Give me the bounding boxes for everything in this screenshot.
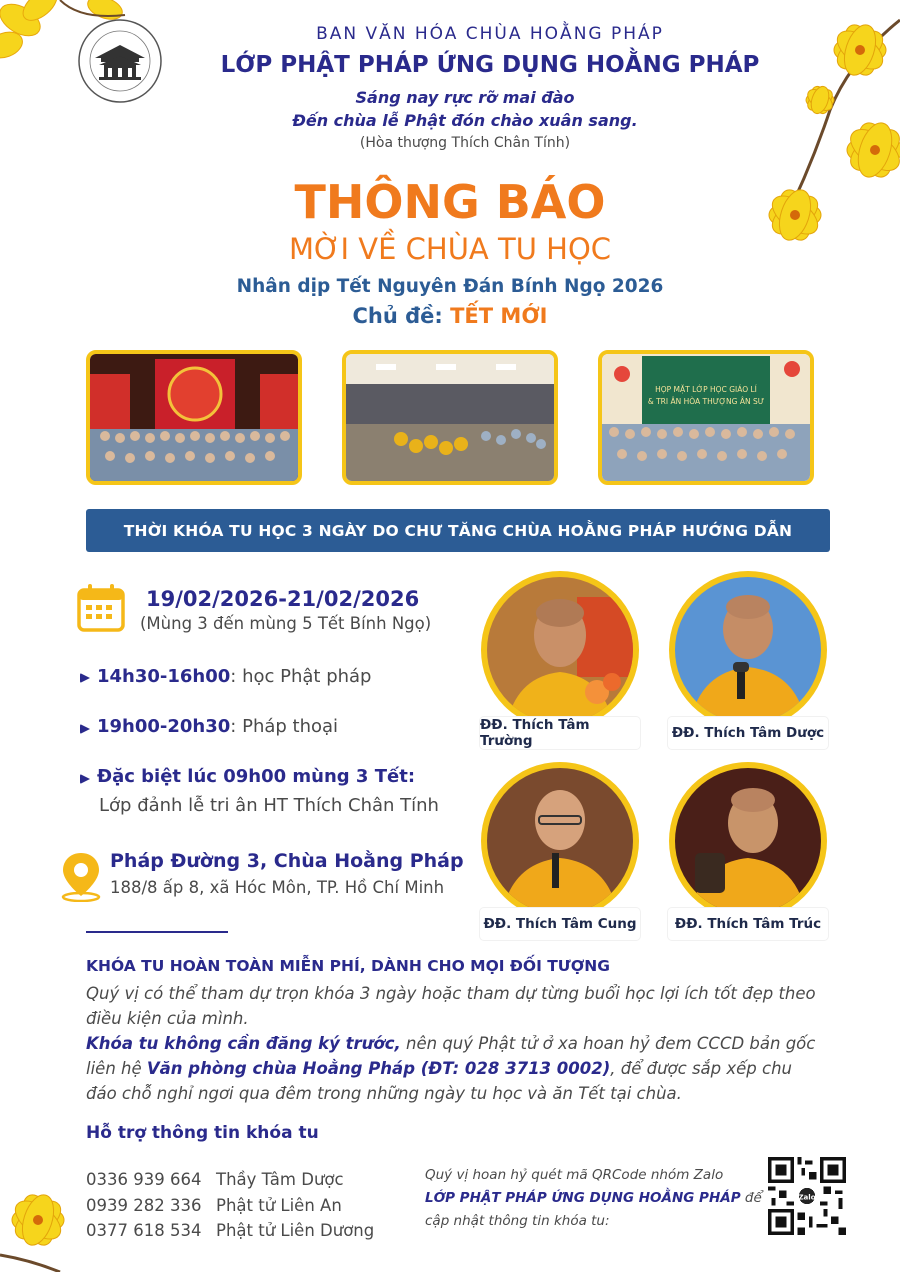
theme-label: Chủ đề: — [352, 304, 443, 328]
location-name: Pháp Đường 3, Chùa Hoằng Pháp — [110, 850, 464, 872]
date-range: 19/02/2026-21/02/2026 — [146, 587, 420, 611]
info-paragraph-2-text-a: nên quý Phật tử ở xa hoan hỷ đem CCCD bản gốc liên hệ — [86, 1034, 816, 1078]
teacher-name-4: ĐĐ. Thích Tâm Trúc — [668, 908, 828, 940]
org-name: BAN VĂN HÓA CHÙA HOẰNG PHÁP — [316, 24, 664, 44]
photo-meditation-hall — [342, 350, 558, 485]
teacher-portrait-1 — [481, 571, 639, 729]
notice-title: THÔNG BÁO — [294, 175, 606, 229]
location-pin-icon — [58, 850, 104, 902]
teacher-name-3: ĐĐ. Thích Tâm Cung — [480, 908, 640, 940]
teacher-portrait-2 — [669, 571, 827, 729]
notice-subtitle: MỜI VỀ CHÙA TU HỌC — [288, 232, 612, 266]
schedule-item-1-time: 14h30-16h00 — [97, 666, 231, 687]
bullet-icon — [80, 774, 90, 784]
contact-row — [86, 1167, 374, 1193]
zalo-qr-code[interactable] — [768, 1157, 846, 1235]
poem-line-2: Đến chùa lễ Phật đón chào xuân sang. — [292, 111, 638, 130]
teacher-portrait-4 — [669, 762, 827, 920]
teacher-portrait-3 — [481, 762, 639, 920]
office-contact: Văn phòng chùa Hoằng Pháp (ĐT: 028 3713 0002) — [146, 1059, 611, 1078]
contact-row — [86, 1193, 374, 1219]
occasion: Nhân dịp Tết Nguyên Đán Bính Ngọ 2026 — [236, 276, 664, 297]
support-heading: Hỗ trợ thông tin khóa tu — [86, 1123, 319, 1143]
teacher-name-1: ĐĐ. Thích Tâm Trường — [480, 717, 640, 749]
divider — [86, 931, 228, 933]
contact-name: Phật tử Liên Dương — [216, 1221, 375, 1240]
photo-class-gathering — [598, 350, 814, 485]
schedule-item-1 — [97, 666, 371, 687]
contact-phone[interactable]: 0377 618 534 — [86, 1221, 202, 1240]
teacher-name-2: ĐĐ. Thích Tâm Dược — [668, 717, 828, 749]
schedule-item-2-time: 19h00-20h30 — [97, 716, 231, 737]
contact-name: Thầy Tâm Dược — [216, 1170, 344, 1189]
schedule-item-1-desc: : học Phật pháp — [230, 666, 372, 687]
contact-list — [86, 1167, 374, 1244]
qr-text-line-2-tail: để — [740, 1190, 762, 1206]
qr-text-line-2 — [425, 1187, 765, 1210]
theme — [0, 304, 900, 328]
apricot-blossom-bottom-left — [0, 1175, 85, 1272]
date-note: (Mùng 3 đến mùng 5 Tết Bính Ngọ) — [140, 614, 432, 633]
theme-value: TẾT MỚI — [450, 304, 548, 328]
info-paragraph-2 — [86, 1031, 826, 1106]
info-paragraph-2-text-b: , để được sắp xếp chu đáo chỗ nghỉ ngơi qua đêm trong những ngày tu học và ăn Tết tại chùa. — [86, 1059, 792, 1103]
schedule-item-2 — [97, 716, 338, 737]
schedule-item-3-time-text: Đặc biệt lúc 09h00 mùng 3 Tết: — [97, 766, 416, 787]
poem-line-1: Sáng nay rực rỡ mai đào — [355, 88, 575, 107]
schedule-item-3-desc: Lớp đảnh lễ tri ân HT Thích Chân Tính — [99, 795, 439, 816]
calendar-icon — [76, 582, 126, 634]
class-title: LỚP PHẬT PHÁP ỨNG DỤNG HOẰNG PHÁP — [220, 52, 760, 78]
qr-text-line-1: Quý vị hoan hỷ quét mã QRCode nhóm Zalo — [425, 1167, 724, 1183]
info-paragraph-2-bold: Khóa tu không cần đăng ký trước, — [86, 1034, 401, 1053]
contact-row — [86, 1218, 374, 1244]
schedule-item-2-desc: : Pháp thoại — [230, 716, 339, 737]
qr-instructions — [425, 1164, 765, 1233]
zalo-group-name: LỚP PHẬT PHÁP ỨNG DỤNG HOẰNG PHÁP — [425, 1190, 741, 1206]
photo-sign-line-2: & TRI ÂN HÒA THƯỢNG ÂN SƯ — [647, 397, 765, 406]
qr-text-line-3: cập nhật thông tin khóa tu: — [425, 1213, 610, 1229]
contact-phone[interactable]: 0336 939 664 — [86, 1170, 202, 1189]
info-paragraph-1: Quý vị có thể tham dự trọn khóa 3 ngày hoặc tham dự từng buổi học lợi ích tốt đẹp theo điều kiện của mình. — [86, 984, 816, 1028]
bullet-icon — [80, 724, 90, 734]
schedule-item-3-time — [97, 766, 415, 787]
photo-sign-line-1: HỌP MẶT LỚP HỌC GIÁO LÍ — [655, 385, 757, 394]
bullet-icon — [80, 673, 90, 683]
location-address: 188/8 ấp 8, xã Hóc Môn, TP. Hồ Chí Minh — [110, 878, 445, 897]
poem-author: (Hòa thượng Thích Chân Tính) — [359, 135, 571, 151]
photo-group-tet — [86, 350, 302, 485]
zalo-badge-icon: Zalo — [798, 1192, 816, 1202]
contact-phone[interactable]: 0939 282 336 — [86, 1195, 202, 1215]
info-heading: KHÓA TU HOÀN TOÀN MIỄN PHÍ, DÀNH CHO MỌI ĐỐI TƯỢNG — [86, 957, 610, 975]
schedule-banner: THỜI KHÓA TU HỌC 3 NGÀY DO CHƯ TĂNG CHÙA HOẰNG PHÁP HƯỚNG DẪN — [86, 509, 830, 552]
contact-name: Phật tử Liên An — [216, 1195, 342, 1215]
